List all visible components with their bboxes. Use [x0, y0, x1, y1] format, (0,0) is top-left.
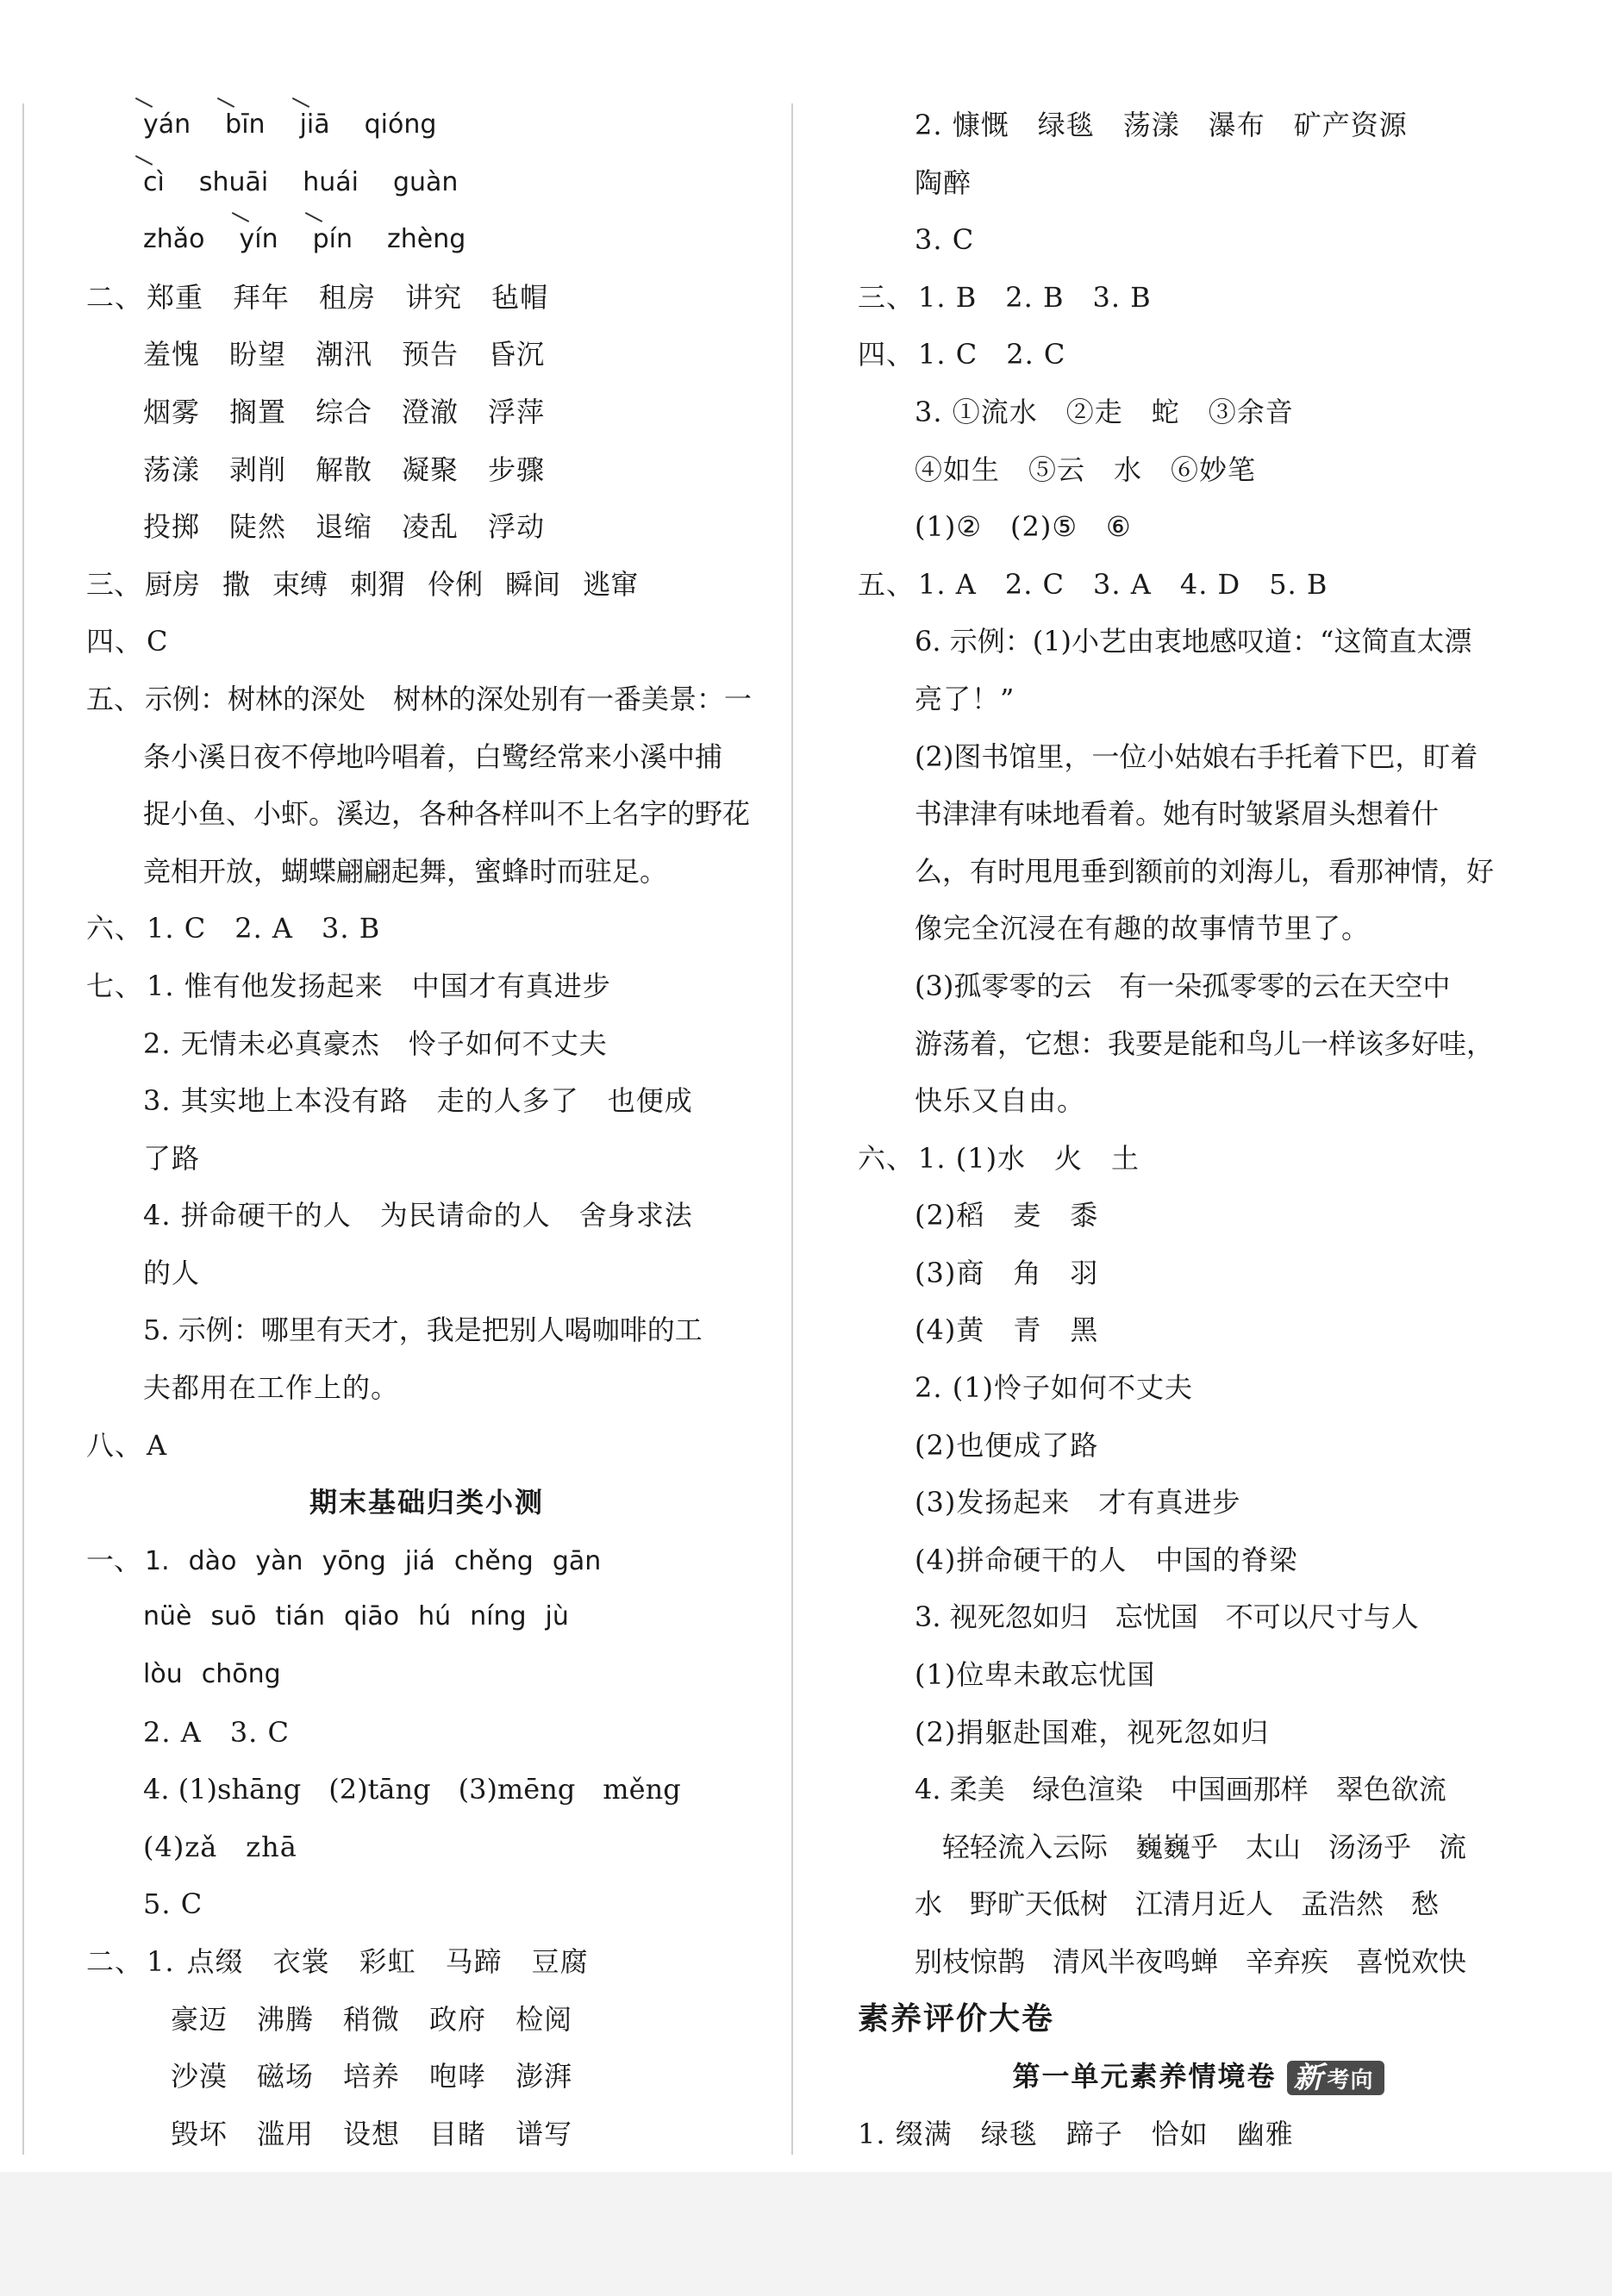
final-2-row: 豪迈 沸腾 稍微 政府 检阅: [171, 2002, 573, 2036]
answer-line: 2. 慷慨 绿毯 荡漾 瀑布 矿产资源: [915, 109, 1408, 141]
section-7-line: 夫都用在工作上的。: [143, 1371, 400, 1405]
right-section-3: 三、 1. B 2. B 3. B: [858, 280, 1152, 314]
final-1-pinyin-row: nüè suō tián qiāo hú níng jù: [143, 1601, 569, 1632]
section-5-line: 五、 示例：树林的深处 树林的深处别有一番美景：一: [86, 682, 753, 715]
new-trend-badge: 新 考向: [1287, 2061, 1384, 2095]
section-7-line: 七、 1. 惟有他发扬起来 中国才有真进步: [86, 969, 611, 1002]
right-section-6-line: (1)位卑未敢忘忧国: [915, 1658, 1156, 1692]
section-2-row: 烟雾 搁置 综合 澄澈 浮萍: [143, 395, 546, 428]
final-1-q4: (4)zǎ zhā: [143, 1830, 297, 1863]
right-section-4-line: (1)② (2)⑤ ⑥: [915, 510, 1132, 544]
right-section-6-line: (2)稻 麦 黍: [915, 1199, 1099, 1232]
right-section-5-line: 书津津有味地看着。她有时皱紧眉头想着什: [915, 797, 1440, 831]
section-2-row: 羞愧 盼望 潮汛 预告 昏沉: [143, 338, 546, 371]
section-heading-final-test: 期末基础归类小测: [309, 1486, 544, 1519]
right-section-6-cont: 别枝惊鹊 清风半夜鸣蝉 辛弃疾 喜悦欢快: [915, 1945, 1467, 1978]
bottom-band: [0, 2172, 1612, 2296]
right-section-5-line: (3)孤零零的云 有一朵孤零零的云在天空中: [915, 969, 1451, 1002]
unit-heading-row: [858, 2048, 1539, 2106]
right-section-6-line: 4. 柔美 绿色渲染 中国画那样 翠色欲流: [915, 1773, 1446, 1806]
final-1-q2: 2. A 3. C: [143, 1715, 291, 1749]
pinyin-row: cì shuāi huái guàn: [86, 154, 767, 212]
right-section-5-line: 像完全沉浸在有趣的故事情节里了。: [915, 912, 1371, 945]
section-2-row: 投掷 陡然 退缩 凌乱 浮动: [143, 510, 546, 544]
right-section-6-line: 3. 视死忽如归 忘忧国 不可以尺寸与人: [915, 1600, 1419, 1634]
big-heading: 素养评价大卷: [858, 2000, 1055, 2037]
pinyin-row: zhǎo yín pín zhèng: [86, 211, 767, 269]
right-section-6-line: (2)也便成了路: [915, 1428, 1099, 1462]
answer-line: 1. 缀满 绿毯 蹄子 恰如 幽雅: [858, 2117, 1294, 2150]
right-section-5-line: 么，有时甩甩垂到额前的刘海儿，看那神情，好: [915, 854, 1495, 888]
right-section-6-line: (3)商 角 羽: [915, 1256, 1099, 1289]
right-section-6-cont: 轻轻流入云际 巍巍乎 太山 汤汤乎 流: [942, 1830, 1467, 1863]
right-section-5-line: (2)图书馆里，一位小姑娘右手托着下巴，盯着: [915, 739, 1478, 773]
final-1-q4: 4. (1)shāng (2)tāng (3)mēng měng: [143, 1773, 681, 1806]
final-1-q5: 5. C: [143, 1887, 203, 1921]
left-margin-rule: [22, 103, 24, 2155]
section-5-line: 竞相开放，蝴蝶翩翩起舞，蜜蜂时而驻足。: [143, 854, 668, 888]
right-section-6-line: (2)捐躯赴国难，视死忽如归: [915, 1715, 1270, 1749]
section-7-line: 的人: [143, 1256, 201, 1289]
right-section-5-line: 6. 示例：(1)小艺由衷地感叹道：“这简直太漂: [915, 625, 1472, 658]
section-7-line: 2. 无情未必真豪杰 怜子如何不丈夫: [143, 1026, 608, 1060]
section-3: 三、 厨房 撒 束缚 刺猬 伶俐 瞬间 逃窜: [86, 567, 639, 601]
section-7-line: 了路: [143, 1141, 201, 1175]
final-1-pinyin-row: 一、 1. dào yàn yōng jiá chěng gān: [86, 1543, 602, 1576]
final-2-row: 毁坏 滥用 设想 目睹 谱写: [171, 2117, 573, 2150]
right-section-6-line: (4)拼命硬干的人 中国的脊梁: [915, 1543, 1298, 1576]
right-section-6-cont: 水 野旷天低树 江清月近人 孟浩然 愁: [915, 1887, 1440, 1921]
section-5-line: 捉小鱼、小虾。溪边，各种各样叫不上名字的野花: [143, 797, 751, 831]
section-4: 四、 C: [86, 625, 169, 658]
right-section-5: 五、 1. A 2. C 3. A 4. D 5. B: [858, 567, 1328, 601]
section-2-row: 荡漾 剥削 解散 凝聚 步骤: [143, 452, 546, 486]
answer-line: 3. C: [915, 223, 975, 257]
right-section-4-line: ④如生 ⑤云 水 ⑥妙笔: [915, 452, 1257, 486]
right-section-5-line: 亮了！”: [915, 682, 1015, 715]
right-section-6-line: 2. (1)怜子如何不丈夫: [915, 1371, 1194, 1405]
right-section-4: 四、 1. C 2. C: [858, 338, 1066, 371]
right-section-5-line: 快乐又自由。: [915, 1084, 1086, 1118]
right-section-6-line: (3)发扬起来 才有真进步: [915, 1486, 1241, 1519]
section-7-line: 5. 示例：哪里有天才，我是把别人喝咖啡的工: [143, 1313, 703, 1347]
final-2-row: 沙漠 磁场 培养 咆哮 澎湃: [171, 2060, 573, 2093]
unit-heading: 第一单元素养情境卷: [1012, 2060, 1277, 2093]
right-section-4-line: 3. ①流水 ②走 蛇 ③余音: [915, 395, 1294, 428]
answer-line: 陶醉: [915, 165, 972, 199]
section-8: 八、 A: [86, 1428, 168, 1462]
final-2-row: 二、 1. 点缀 衣裳 彩虹 马蹄 豆腐: [86, 1945, 589, 1978]
final-1-pinyin-row: lòu chōng: [143, 1659, 281, 1690]
left-column: [86, 97, 767, 2162]
pinyin-row: yán bīn jiā qióng: [86, 97, 767, 154]
section-7-line: 4. 拼命硬干的人 为民请命的人 舍身求法: [143, 1199, 693, 1232]
right-section-6-line: (4)黄 青 黑: [915, 1313, 1099, 1347]
section-7-line: 3. 其实地上本没有路 走的人多了 也便成: [143, 1084, 693, 1118]
section-6: 六、 1. C 2. A 3. B: [86, 912, 381, 945]
right-column: [858, 97, 1539, 2162]
column-divider: [791, 103, 793, 2155]
section-2-row: 二、 郑重 拜年 租房 讲究 毡帽: [86, 280, 549, 314]
section-5-line: 条小溪日夜不停地吟唱着，白鹭经常来小溪中捕: [143, 739, 723, 773]
right-section-5-line: 游荡着，它想：我要是能和鸟儿一样该多好哇，: [915, 1026, 1495, 1060]
right-section-6: 六、 1. (1)水 火 土: [858, 1141, 1140, 1175]
